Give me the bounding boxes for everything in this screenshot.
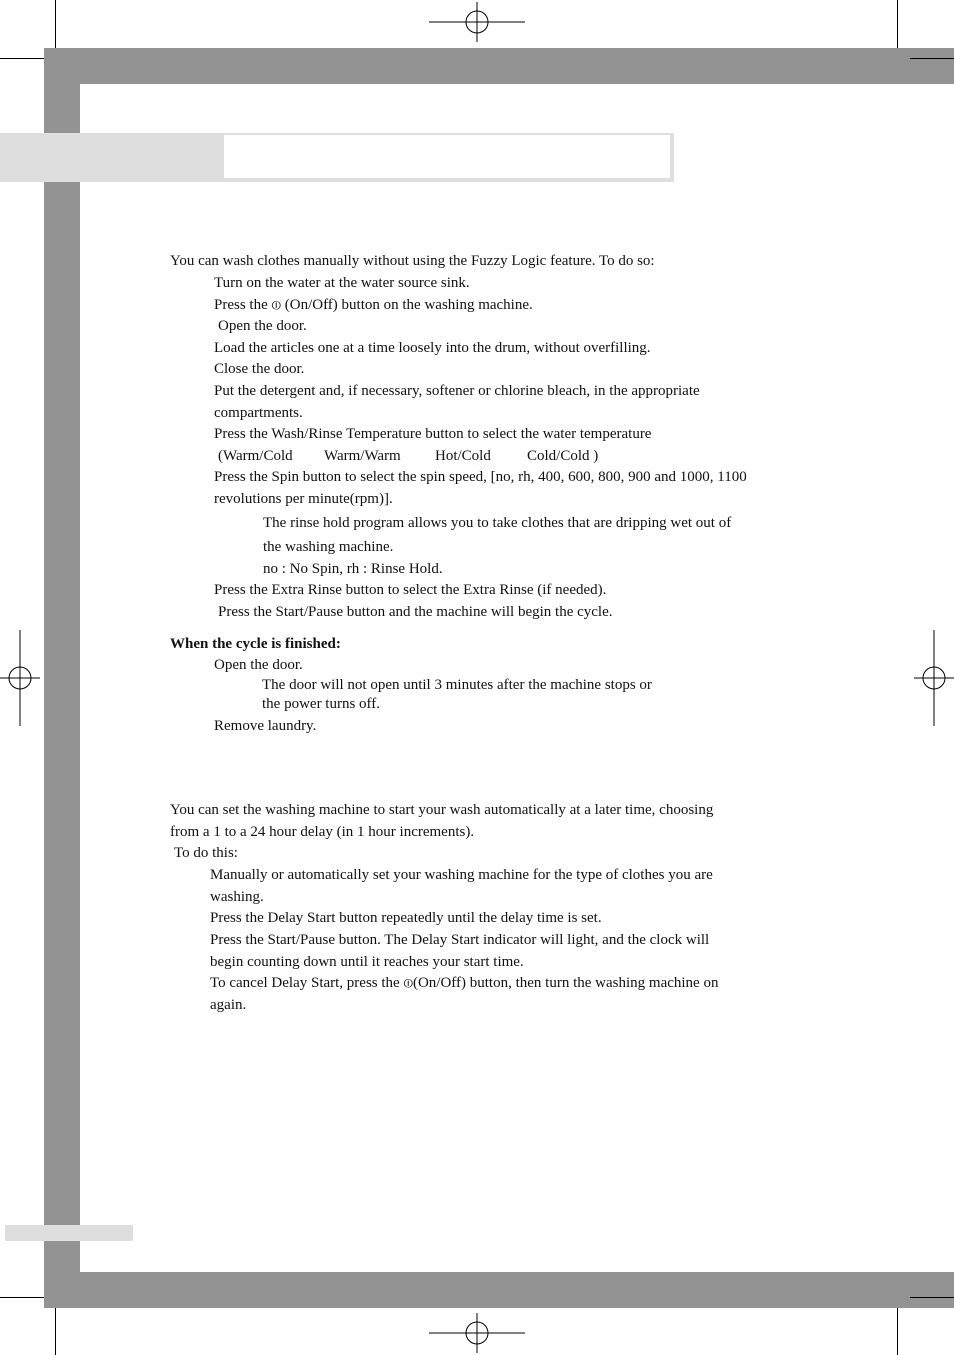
- delay-step: Manually or automatically set your washing machine for the type of clothes you are: [210, 867, 713, 883]
- manual-step: Press the Extra Rinse button to select the Extra Rinse (if needed).: [214, 582, 607, 598]
- manual-step: Put the detergent and, if necessary, softener or chlorine bleach, in the appropriate: [214, 383, 700, 399]
- manual-note: no : No Spin, rh : Rinse Hold.: [263, 561, 443, 577]
- temperature-option: Hot/Cold: [435, 448, 491, 464]
- header-title-box: [224, 135, 670, 178]
- finished-note: The door will not open until 3 minutes after the machine stops or: [262, 677, 652, 693]
- crop-mark: [897, 0, 898, 48]
- crop-mark: [910, 58, 954, 59]
- crop-mark: [897, 1308, 898, 1355]
- finished-note: the power turns off.: [262, 696, 381, 712]
- crop-mark: [0, 58, 44, 59]
- finished-heading: When the cycle is finished:: [170, 636, 341, 652]
- delay-step: Press the Delay Start button repeatedly until the delay time is set.: [210, 910, 602, 926]
- finished-step: Remove laundry.: [214, 718, 317, 734]
- manual-step: revolutions per minute(rpm)].: [214, 491, 393, 507]
- temperature-option: (Warm/Cold: [218, 448, 293, 464]
- manual-step: Press the Start/Pause button and the machine will begin the cycle.: [218, 604, 613, 620]
- manual-step-text: (On/Off) button on the washing machine.: [284, 297, 533, 313]
- finished-step: Open the door.: [214, 657, 303, 673]
- delay-step: begin counting down until it reaches your start time.: [210, 954, 524, 970]
- crop-mark: [55, 0, 56, 48]
- manual-step: Press the Wash/Rinse Temperature button to select the water temperature: [214, 426, 652, 442]
- page-frame-left: [44, 48, 80, 1308]
- registration-mark-right: [914, 630, 954, 726]
- manual-step: Load the articles one at a time loosely into the drum, without overfilling.: [214, 340, 651, 356]
- crop-mark: [0, 1297, 44, 1298]
- power-icon: ⏼: [271, 298, 281, 312]
- crop-mark: [55, 1308, 56, 1355]
- delay-intro: from a 1 to a 24 hour delay (in 1 hour increments).: [170, 824, 475, 840]
- manual-intro: You can wash clothes manually without using the Fuzzy Logic feature. To do so:: [170, 253, 655, 269]
- temperature-option: Cold/Cold ): [527, 448, 599, 464]
- registration-mark-bottom: [429, 1313, 525, 1353]
- manual-note: the washing machine.: [263, 539, 394, 555]
- page-frame-bottom: [44, 1272, 954, 1308]
- temperature-option: Warm/Warm: [324, 448, 401, 464]
- delay-step: washing.: [210, 889, 264, 905]
- delay-step-text: (On/Off) button, then turn the washing machine on: [412, 975, 719, 991]
- delay-step: Press the Start/Pause button. The Delay Start indicator will light, and the clock will: [210, 932, 710, 948]
- manual-step: [214, 296, 533, 314]
- page-frame-top: [44, 48, 954, 84]
- crop-mark: [910, 1297, 954, 1298]
- registration-mark-top: [429, 2, 525, 42]
- manual-step-text: Press the: [214, 297, 268, 313]
- delay-intro: You can set the washing machine to start your wash automatically at a later time, choosing: [170, 802, 714, 818]
- manual-step: Turn on the water at the water source sink.: [214, 275, 470, 291]
- delay-intro: To do this:: [174, 845, 238, 861]
- power-icon: ⏼: [403, 976, 413, 990]
- delay-step: again.: [210, 997, 247, 1013]
- manual-step: Close the door.: [214, 361, 305, 377]
- manual-step: compartments.: [214, 405, 303, 421]
- manual-note: The rinse hold program allows you to take clothes that are dripping wet out of: [263, 515, 732, 531]
- registration-mark-left: [0, 630, 40, 726]
- manual-step: Press the Spin button to select the spin speed, [no, rh, 400, 600, 800, 900 and 1000, 1100: [214, 469, 747, 485]
- delay-step-text: To cancel Delay Start, press the: [210, 975, 400, 991]
- footer-tab: [5, 1225, 133, 1241]
- manual-step: Open the door.: [218, 318, 307, 334]
- delay-step: [210, 974, 718, 992]
